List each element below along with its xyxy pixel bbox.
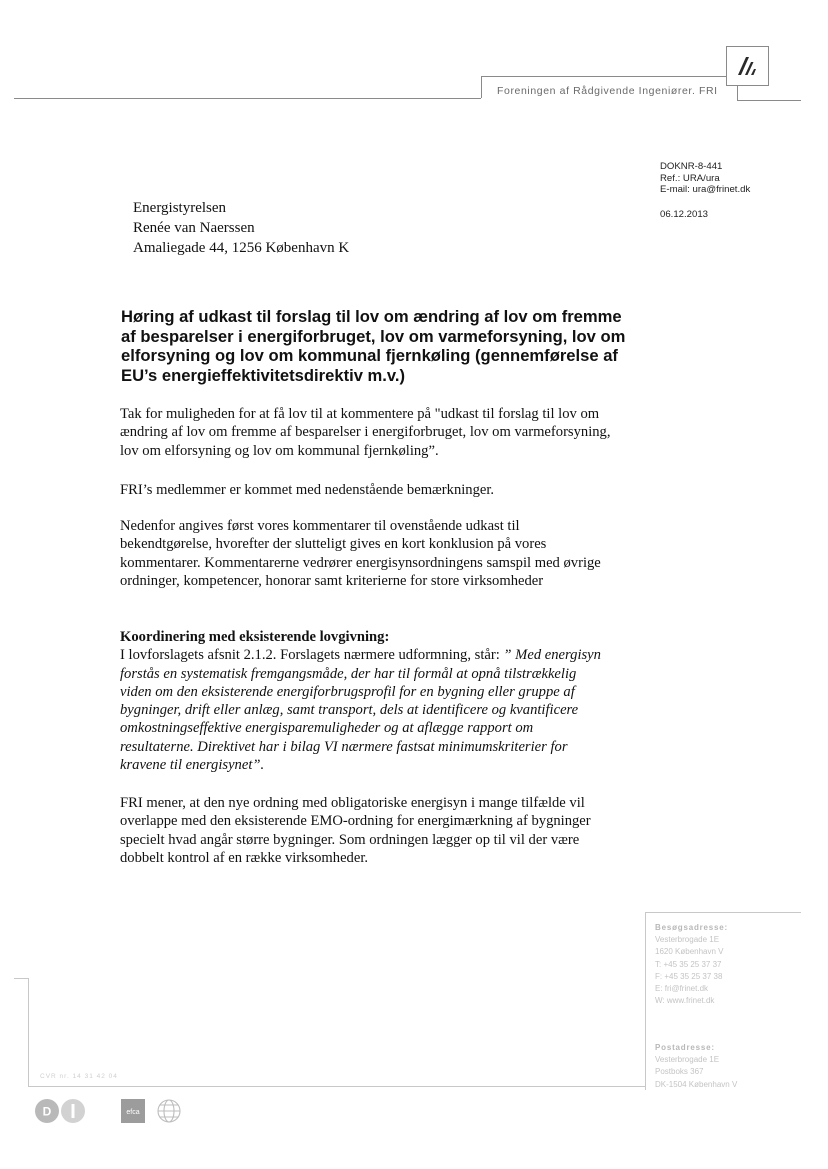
text-line: ordninger, kompetencer, honorar samt kriterierne for store virksomheder [120,572,544,589]
organization-name: Foreningen af Rådgivende Ingeniører. FRI [497,85,718,97]
text-line: kommentarer. Kommentarerne vedrører energisynsordningens samspil med øvrige [120,554,601,571]
text-line: dobbelt kontrol af en række virksomheder. [120,849,369,866]
text-line: bekendtgørelse, hvorefter der slutteligt gives en kort konklusion på vores [120,536,547,553]
text-line: FRI’s medlemmer er kommet med nedenstående bemærkninger. [120,482,495,498]
text-line: Tak for muligheden for at få lov til at kommentere på "udkast til forslag til lov om [120,406,600,422]
text-line: ændring af lov om fremme af besparelser i energiforbruget, lov om varmeforsyning, [120,424,611,441]
quote-line: forstås en systematisk fremgangsmåde, der har til formål at opnå tilstrækkelig [120,665,577,682]
reference: Ref.: URA/ura [660,172,720,184]
quote-line: viden om den eksisterende energiforbrugsprofil for en bygning eller gruppe af [120,683,575,700]
visit-address-line: 1620 København V [655,947,724,957]
document-title [121,307,661,385]
text-line [120,646,660,664]
post-address-line: DK-1504 København V [655,1079,738,1089]
recipient-address [133,198,349,258]
footer-rule-vertical [645,912,646,1090]
visit-address-line: W: www.frinet.dk [655,996,715,1006]
visit-address-label: Besøgsadresse: [655,923,729,932]
text-line: specielt hvad angår større bygninger. Som ordningen lægger op til vil der være [120,831,580,848]
footer-rule-left-stub [14,978,28,979]
footer-logos [33,1096,193,1133]
quote-line: bygninger, drift eller anlæg, samt transport, dels at identificere og kvantificere [120,702,579,719]
header-rule-step-right [737,84,738,100]
footer-rule-bottom [28,1086,645,1087]
paragraph-intro [120,405,660,460]
post-address-line: Postboks 367 [655,1067,704,1077]
title-line: af besparelser i energiforbruget, lov om varmeforsyning, lov om [121,326,626,346]
text-line: Nedenfor angives først vores kommentarer til ovenstående udkast til [120,518,520,534]
recipient-person: Renée van Naerssen [133,220,255,236]
quote-line: resultaterne. Direktivet har i bilag VI nærmere fastsat minimumskriterier for [120,738,568,755]
paragraph-members [120,481,660,499]
footer-small-text: CVR nr. 14 31 42 04 [40,1073,118,1080]
paragraph-overview [120,517,660,590]
text-line: overlappe med den eksisterende EMO-ordning for energimærkning af bygninger [120,813,591,830]
post-address-line: Vesterbrogade 1E [655,1055,720,1065]
header-rule-left [14,98,481,99]
text-line: lov om elforsyning og lov om kommunal fjernkøling”. [120,442,439,459]
svg-text:D: D [42,1104,52,1119]
document-date: 06.12.2013 [660,209,709,220]
section-heading: Koordinering med eksisterende lovgivning: [120,629,390,645]
text-line: FRI mener, at den nye ordning med obligatoriske energisyn i mange tilfælde vil [120,795,585,811]
post-address-block [655,1042,737,1091]
fidic-globe-icon [158,1100,180,1122]
efca-logo-icon [121,1099,145,1123]
title-line: EU’s energieffektivitetsdirektiv m.v.) [121,365,406,385]
efca-logo-text: efca [126,1109,140,1116]
header-rule-top [481,76,726,77]
email: E-mail: ura@frinet.dk [660,184,751,195]
paragraph-opinion [120,794,660,867]
visit-address-line: F: +45 35 25 37 38 [655,971,723,981]
title-line: elforsyning og lov om kommunal fjernkøling (gennemførelse af [121,346,618,366]
meta-block [660,161,750,196]
header-rule-step-left [481,76,482,98]
document-number: DOKNR-8-441 [660,161,723,172]
quote-line: omkostningseffektive energisparemuligheder og at aflægge rapport om [120,720,534,737]
footer-rule-top-right [645,912,801,913]
header-rule-right [737,100,801,101]
quote-line: kravene til energisynet”. [120,757,265,774]
visit-address-block [655,922,728,1007]
paragraph-coordination [120,628,660,774]
di-logo-icon [35,1099,85,1123]
fri-logo-icon [726,46,769,86]
quote-lead: I lovforslagets afsnit 2.1.2. Forslagets nærmere udformning, står: [120,647,504,664]
recipient-organization: Energistyrelsen [133,200,227,216]
visit-address-line: T: +45 35 25 37 37 [655,959,722,969]
recipient-street: Amaliegade 44, 1256 København K [133,240,350,256]
quote-start: ” Med energisyn [503,647,601,664]
title-line: Høring af udkast til forslag til lov om ændring af lov om fremme [121,307,622,326]
footer-rule-left-vertical [28,978,29,1086]
visit-address-line: E: fri@frinet.dk [655,984,709,994]
visit-address-line: Vesterbrogade 1E [655,935,720,945]
post-address-label: Postadresse: [655,1043,715,1052]
